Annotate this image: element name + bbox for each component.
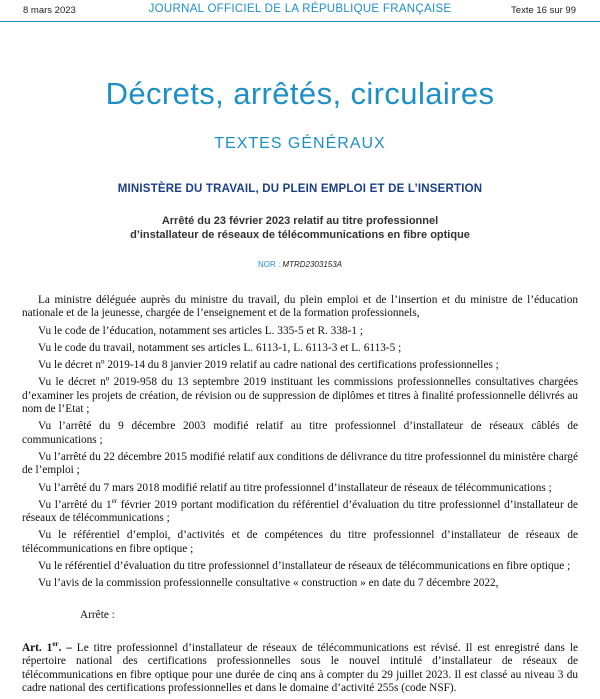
vu-paragraph: Vu l’avis de la commission professionnelle consultative « construction » en date du 7 décembre 2022, — [38, 577, 499, 590]
vu-text: février 2019 portant modification du référentiel d’évaluation du titre professionnel d’installateur de réseaux de télécommunications ; — [22, 498, 579, 525]
document-body — [22, 294, 578, 699]
nor-reference — [0, 260, 600, 269]
nor-label: NOR : — [257, 260, 283, 269]
vu-paragraph: Vu l’arrêté du 9 décembre 2003 modifié relatif au titre professionnel d’installateur de réseaux câblés de communications ; — [22, 420, 578, 446]
vu-paragraph: Vu le référentiel d’emploi, d’activités et de compétences du titre professionnel d’installateur de réseaux de télécommunications en fibre optique ; — [22, 529, 578, 555]
vu-text: Vu l’arrêté du 1 — [38, 498, 112, 511]
vu-paragraph — [22, 499, 578, 526]
arrete-title-line-2: d’installateur de réseaux de télécommunications en fibre optique — [130, 229, 470, 241]
publication-date: 8 mars 2023 — [23, 5, 76, 16]
intro-paragraph: La ministre déléguée auprès du ministre du travail, du plein emploi et de l’insertion et du ministre de l’éducation nationale et de la jeunesse, chargée de l’enseignement et de la formation professionnels, — [22, 294, 578, 320]
nor-code: MTRD2303153A — [282, 260, 343, 269]
vu-paragraph: Vu le code du travail, notamment ses articles L. 6113-1, L. 6113-3 et L. 6113-5 ; — [38, 341, 402, 354]
page-header — [0, 0, 600, 24]
vu-paragraph: Vu l’arrêté du 7 mars 2018 modifié relatif au titre professionnel d’installateur de réseaux de télécommunications ; — [38, 481, 552, 494]
text-number: Texte 16 sur 99 — [511, 5, 576, 16]
vu-paragraph: Vu le code de l’éducation, notamment ses articles L. 335-5 et R. 338-1 ; — [38, 324, 363, 337]
vu-paragraph: Vu le référentiel d’évaluation du titre professionnel d’installateur de réseaux de télécommunications en fibre optique ; — [38, 560, 571, 573]
article-label-text: Art. 1 — [22, 641, 53, 654]
article-label-end: . – — [58, 641, 72, 654]
ordinal-suffix: er — [111, 497, 118, 506]
vu-paragraph: Vu le décret nº 2019-14 du 8 janvier 2019 relatif au cadre national des certifications professionnelles ; — [38, 359, 499, 372]
vu-paragraph: Vu l’arrêté du 22 décembre 2015 modifié relatif aux conditions de délivrance du titre professionnel du ministère chargé de l’emploi ; — [22, 450, 578, 477]
header-divider — [0, 21, 600, 22]
arrete-statement: Arrête : — [80, 608, 115, 621]
vu-paragraph: Vu le décret nº 2019-958 du 13 septembre 2019 instituant les commissions professionnelles consultatives chargées d’examiner les projets de création, de révision ou de suppression de diplômes et titres à finalité professionnelle délivrés au nom de l’Etat ; — [22, 376, 578, 416]
arrete-title-line-1: Arrêté du 23 février 2023 relatif au titre professionnel — [161, 215, 439, 227]
article-1-label — [22, 642, 72, 654]
section-title: TEXTES GÉNÉRAUX — [214, 135, 386, 152]
journal-name: JOURNAL OFFICIEL DE LA RÉPUBLIQUE FRANÇAISE — [148, 3, 452, 15]
ministry-heading: MINISTÈRE DU TRAVAIL, DU PLEIN EMPLOI ET DE L’INSERTION — [117, 183, 483, 195]
ordinal-suffix: er — [52, 640, 59, 649]
article-1-text: Le titre professionnel d’installateur de réseaux de télécommunications est révisé. Il est enregistré dans le répertoire national des certifications professionnelles sous le nouvel intitulé d’installateur de réseaux de télécommunications en fibre optique pour une durée de cinq ans à compter du 29 juillet 2023. Il est classé au niveau 3 du cadre national des certifications professionnelles et dans le domaine d’activité 255s (code NSF). — [22, 641, 578, 694]
page-title: Décrets, arrêtés, circulaires — [105, 76, 495, 111]
arrete-title — [0, 214, 600, 242]
article-1 — [22, 642, 578, 695]
